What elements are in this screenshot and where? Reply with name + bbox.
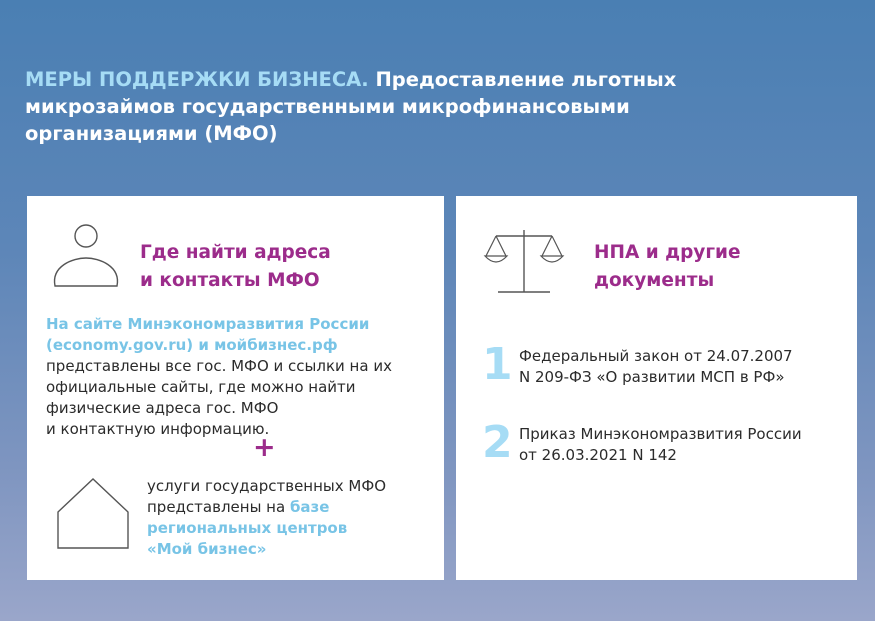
site-line: На сайте Минэкономразвития России bbox=[46, 315, 370, 333]
list-item: Приказ Минэкономразвития России от 26.03.2021 N 142 bbox=[519, 425, 802, 464]
page-title bbox=[25, 66, 785, 147]
list-item-number: 1 bbox=[482, 339, 513, 390]
contacts-card bbox=[27, 196, 444, 580]
list-item: Федеральный закон от 24.07.2007 N 209-ФЗ «О развитии МСП в РФ» bbox=[519, 347, 793, 386]
scales-icon bbox=[482, 226, 566, 296]
house-icon bbox=[55, 476, 131, 550]
title-main: Предоставление льготных микрозаймов государственными микрофинансовыми организациями (МФО) bbox=[25, 68, 677, 145]
documents-card bbox=[456, 196, 857, 580]
site-line: (economy.gov.ru) и мойбизнес.рф bbox=[46, 336, 338, 354]
list-item-number: 2 bbox=[482, 417, 513, 468]
documents-title: НПА и другие документы bbox=[594, 242, 741, 291]
contacts-description: На сайте Минэкономразвития России (economy.gov.ru) и мойбизнес.рф представлены все гос. МФО и ссылки на их официальные сайты, где можно найти физические адреса гос. МФО и контактную информацию. bbox=[46, 314, 441, 440]
services-description: услуги государственных МФО представлены на базе региональных центров «Мой бизнес» bbox=[147, 477, 387, 558]
title-accent: МЕРЫ ПОДДЕРЖКИ БИЗНЕСА. bbox=[25, 68, 369, 91]
person-icon bbox=[49, 222, 129, 292]
contacts-title: Где найти адреса и контакты МФО bbox=[140, 242, 331, 291]
plus-icon: + bbox=[253, 432, 276, 463]
